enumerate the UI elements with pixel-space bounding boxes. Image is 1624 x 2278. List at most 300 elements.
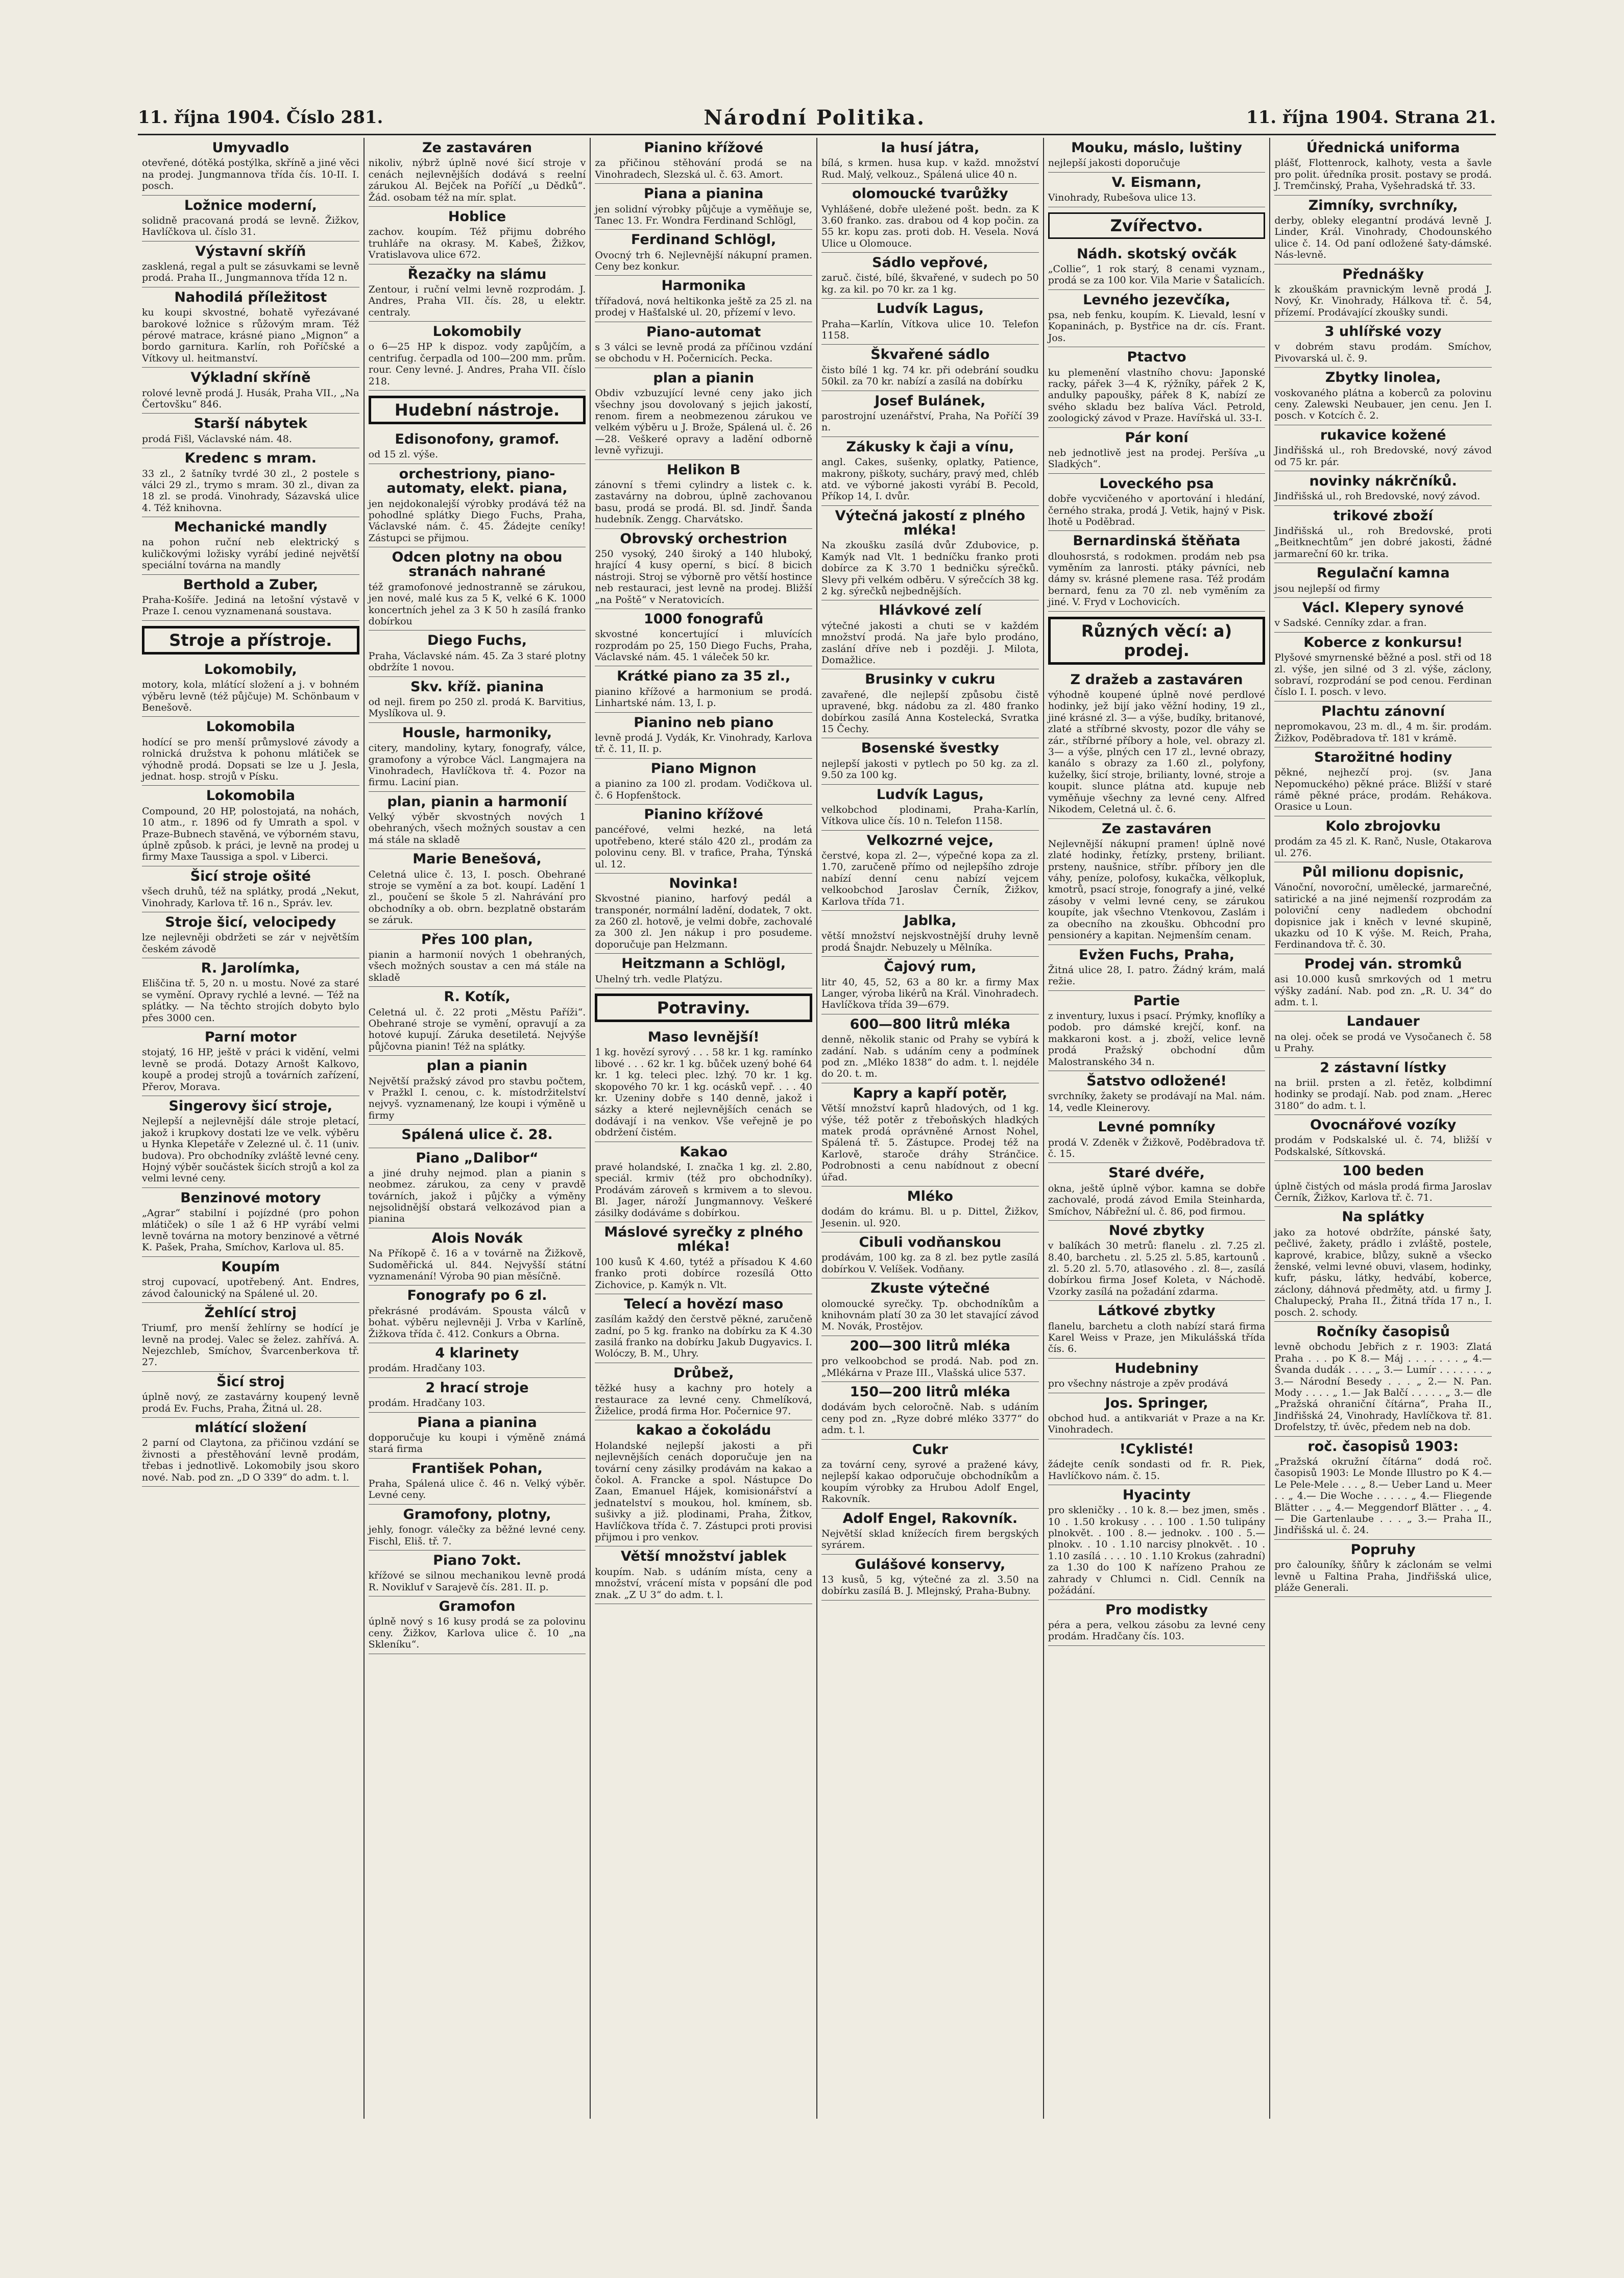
classified-ad: [1274, 1011, 1492, 1057]
classified-ad: [1048, 1393, 1266, 1439]
ad-title: Starší nábytek: [193, 416, 307, 432]
ad-title: Výtečná jakostí z plného mléka!: [835, 507, 1026, 539]
classified-ad: [1274, 563, 1492, 598]
ad-text: Celetná ulice č. 13, I. posch. Obehrané stroje se vymění a za bot. koupí. Ladění 1 zl., poučení se škole 5 zl. Nahrávání pro obchodníky a ob. obrn. bezplatně obstarám se záruk.: [368, 868, 586, 926]
classified-ad: [821, 600, 1039, 669]
ad-title: Adolf Engel, Rakovník.: [842, 1510, 1018, 1526]
ad-title: Bernardinská štěňata: [1073, 533, 1241, 549]
ad-title: Cukr: [912, 1441, 948, 1458]
ad-title: Benzinové motory: [180, 1190, 321, 1206]
ad-text: levně obchodu Jebřich z r. 1903: Zlatá Praha . . . po K 8.— Máj . . . . . . . „ 4.— Švanda dudák . . . . „ 3.— Lumír . . . . . . . „ 3.— Národní Besedy . . . „ 2.— N. Pan. Mody . . . . „ 1.— Jak Balčí . . . . . „ 3.— dle „Pražská ohraniční čítárna“, Praha II., Jindřišská 24, Vinohrady, Havlíčkova tř. 81. Drofelstzy, tř. úvěc, předem neb na dob.: [1274, 1341, 1492, 1433]
classified-ad: [821, 1336, 1039, 1382]
classified-ad: [142, 1372, 359, 1418]
ad-title: olomoucké tvarůžky: [852, 186, 1008, 202]
ad-text: 13 kusů, 5 kg, výtečné za zl. 3.50 na dobírku zasílá B. J. Mlejnský, Praha-Bubny.: [821, 1574, 1039, 1597]
classified-ad: [1048, 1439, 1266, 1485]
ad-title: Škvařené sádlo: [870, 347, 990, 363]
masthead-title: Národní Politika.: [704, 105, 926, 130]
ad-title: Zimníky, svrchníky,: [1308, 197, 1458, 213]
ad-text: otevřené, dótěká postýlka, skříně a jiné věci na prodej. Jungmannova třída čís. 10-II. I. posch.: [142, 157, 359, 192]
ad-title: Mouku, máslo, luštiny: [1071, 140, 1242, 156]
classified-ad: [142, 786, 359, 866]
ad-text: Vyhlášené, dobře uležené pošt. bedn. za K 3.60 franko. zas. drabou od 4 kop počin. za 55 kr. kopu zas. proti dob. H. Vesela. Nová Ulice u Olomouce.: [821, 203, 1039, 249]
ad-text: těžké husy a kachny pro hotely a restaurace za levné ceny. Chmelíková, Žiželice, prodá firma Hor. Počernice 97.: [595, 1383, 813, 1417]
ad-title: Gulášové konservy,: [855, 1556, 1006, 1572]
ad-title: Krátké piano za 35 zl.,: [617, 668, 791, 685]
ad-text: koupím. Nab. s udáním místa, ceny a množství, vrácení místa v popsání dle pod znak. „Z U 3“ do adm. t. l.: [595, 1566, 813, 1601]
ad-title: Ložnice moderní,: [184, 197, 317, 213]
ad-title: Lokomobily: [432, 324, 522, 340]
ad-text: k zkouškám pravnickým levně prodá J. Nový, Kr. Vinohrady, Hálkova tř. č. 54, přízemí. Prodávající zkoušky sundi.: [1274, 283, 1492, 318]
ad-title: Regulační kamna: [1316, 565, 1450, 581]
ad-title: Ludvík Lagus,: [876, 301, 984, 317]
classified-ad: [821, 669, 1039, 738]
ad-title: Výstavní skříň: [195, 243, 306, 259]
classified-ad: [1274, 264, 1492, 322]
ad-text: 2 parní od Claytona, za přičinou vzdání se živnosti a přestěhování levně prodám, třebas i jednotlivě. Lokomobily jsou skoro nové. Nab. pod zn. „D O 339“ do adm. t. l.: [142, 1437, 359, 1483]
ad-text: žádejte ceník sondasti od fr. R. Piek, Havlíčkovo nám. č. 15.: [1048, 1459, 1266, 1482]
ad-title: 1000 fonografů: [643, 611, 764, 627]
ad-text: úplně nový s 16 kusy prodá se za polovinu ceny. Žižkov, Karlova ulice č. 10 „na Skleníku“.: [368, 1616, 586, 1651]
ad-title: Pár koní: [1125, 429, 1189, 446]
classified-ad: [1274, 1207, 1492, 1322]
ad-text: nejlepší jakosti doporučuje: [1048, 157, 1180, 169]
ad-text: 100 kusů K 4.60, tytéž a přísadou K 4.60 franko proti dobírce rozesílá Otto Zichovice, p. Kamýk n. Vlt.: [595, 1256, 813, 1291]
classified-ad: [369, 547, 586, 631]
ad-title: Pro modistky: [1105, 1602, 1208, 1618]
ad-text: a pianino za 100 zl. prodam. Vodičkova ul. č. 6 Hopfenštock.: [595, 778, 813, 801]
ad-text: asi 10.000 kusů smrkových od 1 metru výšky zadání. Nab. pod zn. „R. U. 34“ do adm. t. l.: [1274, 974, 1492, 1008]
ad-text: hodící se pro menší průmyslové závody a rolnická družstva k pohonu mlátiček se výhodně prodá. Dopsati se lze u J. Jesla, jednat. hosp. strojů v Písku.: [142, 736, 359, 782]
classified-ad: [821, 138, 1039, 184]
ad-text: litr 40, 45, 52, 63 a 80 kr. a firmy Max Langer, výroba likérů na Král. Vinohradech. Havlíčkova třída 39—679.: [821, 976, 1039, 1011]
ad-text: pravé holandské, I. značka 1 kg. zl. 2.80, speciál. krmiv (též pro obchodníky). Prodávám zároveň s krmivem a to slevou. Bl. Jager, nároží Jungmannovy. Veškeré zásilky dodáváme s dobírkou.: [595, 1161, 813, 1219]
classified-ad: [821, 299, 1039, 345]
classified-ad: [369, 1413, 586, 1459]
ad-text: Praha, Václavské nám. 45. Za 3 staré plotny obdržíte 1 novou.: [368, 650, 586, 673]
classified-ad: [1048, 1301, 1266, 1359]
ad-title: Kolo zbrojovku: [1325, 818, 1441, 834]
ad-title: Umyvadlo: [212, 140, 289, 156]
ad-text: Compound, 20 HP, polostojatá, na nohách, 10 atm., r. 1896 od fy Umrath a spol. v Praze-Bubnech stavěná, ve výborném stavu, úplně způsob. k práci, je levně na prodej u firmy Maxe Taussiga a spol. v Liberci.: [142, 805, 359, 863]
ad-title: Kredenc s mram.: [184, 450, 317, 467]
ad-title: Řezačky na slámu: [407, 266, 547, 282]
ad-title: Odcen plotny na obou stranách nahrané: [392, 549, 563, 580]
classified-ad: [369, 1125, 586, 1148]
classified-ad: [369, 930, 586, 987]
ad-title: Fonografy po 6 zl.: [407, 1288, 547, 1304]
ad-title: Popruhy: [1350, 1541, 1416, 1558]
ad-title: Partie: [1133, 992, 1180, 1009]
ad-text: větší množství nejskvostnější druhy levně prodá Šnajdr. Nebuzely u Mělníka.: [821, 930, 1039, 953]
ad-text: bílá, s krmen. husa kup. v každ. množství Rud. Malý, velkouz., Spálená ulice 40 n.: [821, 157, 1039, 180]
ad-title: Pianino křížové: [644, 806, 763, 822]
ad-title: Cibuli vodňanskou: [859, 1234, 1002, 1251]
ad-text: za tovární ceny, syrové a pražené kávy, nejlepší kakao odporučuje obchodníkům a koupím výrobky za Hrubou Adolf Engel, Rakovník.: [821, 1459, 1039, 1505]
classified-ad: [595, 1027, 812, 1142]
ad-title: Půl milionu dopisnic,: [1302, 864, 1464, 881]
classified-ad: [821, 184, 1039, 253]
classified-ad: [821, 1083, 1039, 1186]
ad-text: rolové levně prodá J. Husák, Praha VII., „Na Čertovšku“ 846.: [142, 387, 359, 410]
ad-title: Edisonofony, gramof.: [395, 431, 560, 448]
classified-ad: [1274, 1115, 1492, 1161]
ad-title: Lokomobila: [206, 719, 295, 735]
ad-title: Nahodilá příležitost: [174, 289, 327, 305]
classified-ad: [821, 1440, 1039, 1509]
classified-ad: [1048, 1600, 1266, 1646]
ad-title: Z dražeb a zastaváren: [1070, 671, 1243, 688]
classified-ad: [595, 1222, 812, 1294]
classified-ad: [369, 1459, 586, 1505]
ad-text: Zentour, i ruční velmi levně rozprodám. J. Andres, Praha VII. čís. 28, u elektr. centraly.: [368, 283, 586, 318]
ad-title: Zkuste výtečné: [870, 1280, 990, 1297]
classified-ad: [595, 954, 812, 988]
column-6: [1269, 138, 1496, 2119]
classified-ad: [1274, 598, 1492, 633]
ad-text: 33 zl., 2 šatníky tvrdé 30 zl., 2 postele s válci 29 zl., trymo s mram. 30 zl., divan za 18 zl. se prodá. Vinohrady, Sázavská ulice 4. Též knihovna.: [142, 468, 359, 514]
ad-title: František Pohan,: [411, 1460, 543, 1476]
ad-title: Maso levnější!: [647, 1029, 760, 1046]
classified-ad: [821, 831, 1039, 911]
ad-text: v balíkách 30 metrů: flanelu . zl. 7.25 zl. 8.40, barchetu . zl. 5.25 zl. 5.85, kartounů . zl. 5.20 zl. 5.70, atlasového . zl. 8—, zasílá dobírkou firma Josef Koleta, v Náchodě. Vzorky zasílá na požadání zdarma.: [1048, 1240, 1266, 1297]
ad-title: novinky nákrčníků.: [1309, 473, 1457, 489]
classified-ad: [595, 184, 812, 230]
ad-title: Šatstvo odložené!: [1086, 1073, 1227, 1089]
ad-title: Mléko: [907, 1188, 953, 1204]
classified-ad: [1048, 1359, 1266, 1393]
ad-title: 3 uhlířské vozy: [1324, 324, 1442, 340]
ad-text: Velký výběr skvostných nových 1 obehraných, všech možných soustav a cen má stále na skladě: [368, 811, 586, 845]
ad-title: !Cyklisté!: [1119, 1441, 1194, 1457]
classified-ad: [595, 1546, 812, 1604]
ad-text: Skvostné pianino, harfový pedál a transponér, normální ladění, dodatek, 7 okt. za 260 zl. hotově, je velmi dobře, zachovalé za 300 zl. Jen nákup i pro posudeme. doporučuje pan Helzmann.: [595, 893, 813, 950]
ad-columns: [138, 138, 1496, 2119]
header-rule: [138, 134, 1496, 135]
classified-ad: [821, 1014, 1039, 1083]
ad-text: Praha—Karlín, Vítkova ulice 10. Telefon 1158.: [821, 318, 1039, 342]
ad-title: Velkozrné vejce,: [866, 832, 994, 849]
ad-title: Diego Fuchs,: [427, 633, 527, 649]
classified-ad: [821, 391, 1039, 437]
classified-ad: [369, 464, 586, 547]
classified-ad: [1274, 196, 1492, 264]
header-right: 11. října 1904. Strana 21.: [1246, 107, 1496, 128]
ad-title: Drůbež,: [673, 1365, 734, 1381]
ad-title: Spálená ulice č. 28.: [401, 1127, 553, 1143]
ad-title: Koupím: [221, 1258, 280, 1275]
ad-title: Nádh. skotský ovčák: [1076, 246, 1237, 262]
ad-text: parostrojní uzenářství, Praha, Na Poříčí 39 n.: [821, 410, 1039, 433]
ad-title: Kakao: [680, 1144, 728, 1160]
ad-text: jako za hotové obdržíte, pánské šaty, pečlivé, žakety, prádlo i zvláště, postele, kaprové, krabice, blůzy, sukně a všecko ženské, velmi levné obuvi, vlasem, hodinky, kufr, pásku, látky, hedvábí, koberce, záclony, dáhnová předměty, atd. u firmy J. Chalupecký, Praha II., Žitná třída 17 n., I. posch. 2. schody.: [1274, 1226, 1492, 1318]
column-2: [363, 138, 590, 2119]
section-heading: Různých věcí: a) prodej.: [1048, 617, 1266, 665]
classified-ad: [369, 723, 586, 792]
ad-text: lze nejlevněji obdržeti se zár v největším českém závodě: [142, 932, 359, 955]
ad-title: Hoblice: [448, 208, 506, 225]
ad-text: úplně nový, ze zastavárny koupený levně prodá Ev. Fuchs, Praha, Žitná ul. 28.: [142, 1391, 359, 1414]
ad-title: Gramofon: [439, 1598, 516, 1615]
ad-text: psa, neb fenku, koupím. K. Lievald, lesní v Kopaninách, p. Bystřice na dr. cís. Frant. Jos.: [1048, 309, 1266, 344]
classified-ad: [1048, 531, 1266, 611]
classified-ad: [1274, 506, 1492, 564]
ad-text: plášť, Flottenrock, kalhoty, vesta a šavle pro polit. úředníka prosit. postavy se prodá. J. Tremčinský, Praha, Vyšehradská tř. 33.: [1274, 157, 1492, 192]
ad-text: na olej. oček se prodá ve Vysočanech č. 58 u Prahy.: [1274, 1031, 1492, 1054]
ad-title: R. Jarolímka,: [201, 960, 300, 977]
ad-title: Na splátky: [1342, 1209, 1424, 1225]
ad-text: velkobchod plodinami, Praha-Karlín, Vítkova ulice čís. 10 n. Telefon 1158.: [821, 804, 1039, 827]
ad-title: Josef Bulánek,: [875, 393, 986, 409]
classified-ad: [142, 866, 359, 912]
classified-ad: [369, 264, 586, 322]
ad-title: Ze zastaváren: [422, 140, 532, 156]
ad-text: dobře vycvičeného v aportování i hledání, černého straka, prodá J. Vetik, hajný v Pisk. lhotě u Poděbrad.: [1048, 493, 1266, 527]
ad-title: Heitzmann a Schlögl,: [621, 956, 786, 972]
classified-ad: [821, 437, 1039, 506]
ad-title: plan, pianin a harmonií: [387, 793, 567, 810]
ad-text: olomoucké syrečky. Tp. obchodníkům a knihovnám platí 30 za 30 let stavající závod M. Novák, Prostějov.: [821, 1298, 1039, 1332]
ad-text: Plyšové smyrnenské běžné a posl. stři od 18 zl. výše, jen silné od 3 zl. výše, záclony, sobraví, rozprodání se pod cenou. Ferdinan číslo I. I. posch. v levo.: [1274, 652, 1492, 698]
classified-ad: [821, 1509, 1039, 1555]
ad-text: Větší množství kaprů hladových, od 1 kg. výše, též potěr z třeboňských hladkých matek prodá oprávněné Arnost Nohel, Spálená tř. 5. Zástupce. Prodej též na Karlově, staroče dráhy Stránčice. Podrobnosti a cenu nabídnout z obecní úřad.: [821, 1103, 1039, 1183]
ad-text: v dobrém stavu prodám. Smíchov, Pivovarská ul. č. 9.: [1274, 341, 1492, 364]
ad-text: Praha, Spálená ulice č. 46 n. Velký výběr. Levné ceny.: [368, 1478, 586, 1501]
ad-text: voskovaného plátna a koberců za polovinu ceny. Zalewski Neubauer, jen cenu. Jen I. posch. v Kotcích č. 2.: [1274, 387, 1492, 422]
ad-title: Lokomobily,: [204, 661, 297, 677]
ad-title: Stroje šicí, velocipedy: [165, 914, 336, 930]
ad-title: Václ. Klepery synové: [1302, 600, 1464, 616]
ad-title: Evžen Fuchs, Praha,: [1079, 947, 1235, 963]
ad-title: Ludvík Lagus,: [876, 786, 984, 803]
ad-title: Přednášky: [1342, 266, 1424, 282]
ad-title: kakao a čokoládu: [636, 1422, 771, 1439]
ad-text: citery, mandoliny, kytary, fonografy, válce, gramofony a výrobce Václ. Langmajera na Vinohradech, Havlíčkova tř. 4. Pozor na firmu. Laciní pian.: [368, 742, 586, 788]
classified-ad: [1048, 347, 1266, 427]
ad-title: mlátící složení: [195, 1420, 307, 1436]
classified-ad: [1048, 428, 1266, 474]
ad-text: Nejlevnější nákupní pramen! úplně nové zlaté hodinky, řetízky, prsteny, briliant. prsteny, naušnice, stříbr. příbory jen dle váhy, peníze, polofosy, kukačka, vělkopluk, kmotrů, psací stroje, fonografy a jiné, velké zásoby v velmi levné ceny, se zárukou koupíte, jak všechno Vtenkovou, Zaslám i za obecního na zkoušku. Obhcodní pro pensionéry a kapitan. Nejmenším cenam.: [1048, 838, 1266, 941]
ad-title: Parní motor: [204, 1029, 297, 1046]
classified-ad: [821, 911, 1039, 957]
ad-text: prodám. Hradčany 103.: [368, 1363, 486, 1374]
classified-ad: [595, 230, 812, 276]
ad-text: stojatý, 16 HP, ještě v práci k vidění, velmi levně se prodá. Dotazy Arnošt Kalkovo, koupě a prodej strojů a továrních zařízení, Přerov, Morava.: [142, 1047, 359, 1093]
classified-ad: [369, 631, 586, 676]
section-heading: Hudební nástroje.: [369, 396, 586, 424]
classified-ad: [595, 609, 812, 667]
classified-ad: [142, 1418, 359, 1487]
ad-text: dodám do krámu. Bl. u p. Dittel, Žižkov, Jesenin. ul. 920.: [821, 1206, 1039, 1229]
classified-ad: [1274, 1161, 1492, 1207]
ad-text: okna, ještě úplně výbor. kamna se dobře zachovalé, prodá závod Emila Steinharda, Smíchov, Nábřežní ul. č. 86, pod firmou.: [1048, 1182, 1266, 1217]
classified-ad: [1048, 290, 1266, 348]
ad-title: Ia husí játra,: [881, 140, 980, 156]
ad-text: solidně pracovaná prodá se levně. Žižkov, Havlíčkova ul. číslo 31.: [142, 214, 359, 238]
ad-title: Prodej ván. stromků: [1304, 956, 1462, 972]
ad-title: Hyacinty: [1122, 1487, 1191, 1503]
classified-ad: [595, 1294, 812, 1363]
classified-ad: [595, 1420, 812, 1546]
ad-text: Jindřišská ul., roh Bredovské, nový závod od 75 kr. pár.: [1274, 445, 1492, 468]
classified-ad: [1274, 471, 1492, 506]
classified-ad: [821, 1186, 1039, 1232]
ad-text: výtečné jakosti a chuti se v každém množství prodá. Na jaře bylo prodáno, zaslání dříve neb i později. J. Milota, Domažlice.: [821, 620, 1039, 666]
ad-title: Ferdinand Schlögl,: [631, 232, 777, 248]
ad-text: od 15 zl. výše.: [368, 449, 439, 461]
classified-ad: [142, 196, 359, 241]
classified-ad: [142, 448, 359, 517]
ad-title: 150—200 litrů mléka: [850, 1384, 1011, 1400]
ad-title: rukavice kožené: [1320, 427, 1446, 443]
ad-text: pro velkoobchod se prodá. Nab. pod zn. „Mlékárna v Praze III., Vlašská ulice 537.: [821, 1355, 1039, 1378]
ad-title: Výkladní skříně: [190, 370, 311, 386]
classified-ad: [142, 1257, 359, 1303]
ad-text: úplně čistých od másla prodá firma Jaroslav Černík, Žižkov, Karlova tř. č. 71.: [1274, 1180, 1492, 1203]
ad-text: nikoliv, nýbrž úplně nové šicí stroje v cenách nejlevnějších dodává s reelní zárukou Al. Bejček na Poříčí „u Dědků“. Žád. osobam též na mír. splat.: [368, 157, 586, 203]
classified-ad: [821, 253, 1039, 299]
classified-ad: [142, 912, 359, 958]
ad-text: v Sadské. Cenníky zdar. a fran.: [1274, 617, 1427, 629]
ad-text: jehly, fonogr. válečky za běžné levné ceny. Fischl, Eliš. tř. 7.: [368, 1524, 586, 1547]
classified-ad: [1274, 1540, 1492, 1597]
classified-ad: [1274, 1058, 1492, 1116]
ad-text: jen solidní výrobky půjčuje a vyměňuje se, Tanec 13. Fr. Wondra Ferdinand Schlögl,: [595, 203, 813, 226]
ad-text: Jindřišská ul., roh Bredovské, nový závod.: [1274, 491, 1481, 502]
classified-ad: [142, 575, 359, 621]
classified-ad: [369, 1148, 586, 1228]
classified-ad: [1274, 1437, 1492, 1540]
classified-ad: [1048, 1485, 1266, 1600]
classified-ad: [1274, 138, 1492, 196]
section-heading: Zvířectvo.: [1048, 212, 1266, 239]
classified-ad: [595, 874, 812, 954]
ad-text: s 3 válci se levně prodá za příčinou vzdání se obchodu v H. Počernicích. Pecka.: [595, 341, 813, 365]
classified-ad: [142, 1303, 359, 1372]
classified-ad: [369, 138, 586, 207]
ad-title: Berthold a Zuber,: [183, 576, 319, 593]
classified-ad: [595, 759, 812, 805]
ad-text: Obdiv vzbuzující levné ceny jako jich všechny jsou dovolovaný s jejich jakostí, renom. firem a neobmezenou zárukou ve velkém výběru u J. Brože, Spálená ul. č. 26—28. Veškeré opravy a ladění odborně levně vyřizuji.: [595, 387, 813, 456]
ad-text: Na zkoušku zasílá dvůr Zdubovice, p. Kamýk nad Vlt. 1 bedníčku franko proti dobírce za K 3.70 1 bedničku sýrečků. Slevy při velkém odběru. V sýrečcích 38 kg. 2 kg. sýrečků nejbednějších.: [821, 540, 1039, 597]
ad-text: z inventury, luxus i psací. Prýmky, knoflíky a podob. pro dámské krejčí, konf. na makkaroni kost. a j. zboží, velice levně prodá Pražský obchodní dům Malostranského 34 n.: [1048, 1010, 1266, 1068]
ad-text: 1 kg. hovězí syrový . . . 58 kr. 1 kg. ramínko libové . . . 62 kr. 1 kg. bůček uzený bohé 64 kr. 1 kg. teleci plec. lzhý. 70 kr. 1 kg. skopového 70 kr. 1 kg. ocásků vepř. . . . 40 kr. Uzeniny dobře s 140 denně, jakož i sázky a které nejlevnějších cenách se dodávají i na venkov. Vše veřejně je po obdržení čistém.: [595, 1047, 813, 1138]
classified-ad: [595, 460, 812, 529]
classified-ad: [1048, 991, 1266, 1071]
classified-ad: [595, 276, 812, 322]
ad-title: 4 klarinety: [435, 1345, 519, 1361]
ad-text: ku plemenění vlastního chovu: Japonské racky, pářek 3—4 K, rýžníky, pářek 2 K, andulky papoušky, pářek 8 K, nabízí ze svého skladu bez balíva Václ. Petrold, zoologický závod v Praze. Havířská ul. 33-I.: [1048, 367, 1266, 424]
classified-ad: [369, 677, 586, 723]
classified-ad: [142, 138, 359, 196]
ad-text: Žitná ulice 28, I. patro. Žádný krám, malá režie.: [1048, 964, 1266, 987]
ad-text: překrásné prodávám. Spousta válců v bohat. výběru nejlevněji J. Vrba v Karlíně, Žižkova třída č. 412. Conkurs a Obrna.: [368, 1305, 586, 1340]
ad-text: péra a pera, velkou zásobu za levné ceny prodám. Hradčany čís. 103.: [1048, 1619, 1266, 1642]
classified-ad: [595, 805, 812, 874]
classified-ad: [1048, 819, 1266, 945]
classified-ad: [369, 849, 586, 929]
ad-title: orchestriony, piano-automaty, elekt. piana,: [386, 466, 568, 497]
classified-ad: [595, 529, 812, 609]
ad-title: 100 beden: [1342, 1163, 1424, 1179]
classified-ad: [1274, 747, 1492, 816]
ad-text: jsou nejlepší od firmy: [1274, 583, 1380, 594]
ad-title: Levného jezevčíka,: [1083, 292, 1230, 308]
ad-title: Plachtu zánovní: [1321, 703, 1445, 719]
classified-ad: [595, 1142, 812, 1222]
classified-ad: [369, 1228, 586, 1286]
column-3: [590, 138, 816, 2119]
classified-ad: [142, 287, 359, 368]
classified-ad: [1048, 474, 1266, 531]
ad-text: Praha-Košíře. Jediná na letošní výstavě v Praze I. cenou vyznamenaná soustava.: [142, 594, 359, 617]
ad-text: prodám. Hradčany 103.: [368, 1397, 486, 1409]
classified-ad: [1048, 173, 1266, 207]
ad-text: Holandské nejlepší jakosti a při nejlevnějších cenách doporučuje jen na tovární ceny zásilky prodávám na kakao a čokol. A. Francke a spol. Nástupce Do Zaan, Emanuel Hájek, komisionářství a jednatelství s moukou, hol. kmínem, sb. sušivky a již. plodinami, Praha, Žitkov, Havlíčkova třída č. 7. Zástupci proti provisi přijmou i pro venkov.: [595, 1440, 813, 1543]
ad-text: pěkné, nejhezčí proj. (sv. Jana Nepomuckého) pěkné práce. Bližší v staré rámě pěkné práce, prodám. Rehákova. Orasice u Loun.: [1274, 767, 1492, 813]
ad-title: Levné pomníky: [1098, 1119, 1216, 1135]
ad-text: čerstvé, kopa zl. 2—, výpečné kopa za zl. 1.70, zaručeně přímo od nejlepšího zdroje nabízí denní cenu nabízí vejcem velkoobchod Jaroslav Černík, Žižkov, Karlova třída 71.: [821, 850, 1039, 907]
ad-text: stroj cupovací, upotřebený. Ant. Endres, závod čalounický na Spálené ul. 20.: [142, 1276, 359, 1299]
ad-text: o 6—25 HP k dispoz. vody zapůjčím, a centrifug. čerpadla od 100—200 mm. prům. rour. Ceny levné. J. Andres, Praha VII. číslo 218.: [368, 341, 586, 387]
ad-text: Eliščina tř. 5, 20 n. u mostu. Nové za staré se vymění. Opravy rychlé a levné. — Též na splátky. — Na těchto strojích dobyto bylo přes 3000 cen.: [142, 978, 359, 1024]
ad-title: Jablka,: [904, 913, 957, 929]
classified-ad: [142, 1027, 359, 1096]
classified-ad: [1048, 1163, 1266, 1221]
ad-text: dopporučuje ku koupi i výměně známá stará firma: [368, 1432, 586, 1455]
ad-title: Čajový rum,: [884, 959, 977, 975]
classified-ad: [595, 713, 812, 759]
classified-ad: [369, 1056, 586, 1125]
ad-title: Kapry a kapří potěr,: [853, 1085, 1008, 1101]
ad-text: na pohon ruční neb elektrický s kuličkovými ložisky vyrábí jediné největší speciální továrna na mandly: [142, 537, 359, 571]
ad-title: Ovocnářové vozíky: [1310, 1117, 1457, 1133]
ad-title: Staré dvéře,: [1108, 1165, 1205, 1181]
classified-ad: [595, 666, 812, 712]
ad-text: flanelu, barchetu a cloth nabízí stará firma Karel Weiss v Praze, jen Mikulášská třída čís. 6.: [1048, 1320, 1266, 1355]
ad-title: 2 hrací stroje: [425, 1379, 529, 1396]
ad-text: „Pražská okružní čítárna“ dodá roč. časopisů 1903: Le Monde Illustro po K 4.— Le Pele-Mele . . . „ 8.— Ueber Land u. Meer . . „ 4.— Die Woche . . . . . „ 4.— Fliegende Blätter . . „ 4.— Meggendorf Blätter . . „ 4.— Die Gartenlaube . . . „ 3.— Praha II., Jindřišská ul. č. 24.: [1274, 1456, 1492, 1536]
column-5: [1043, 138, 1270, 2119]
classified-ad: [821, 1278, 1039, 1336]
ad-text: prodám v Podskalské ul. č. 74, bližší v Podskalské, Sítkovská.: [1274, 1134, 1492, 1157]
ad-text: za přičinou stěhování prodá se na Vinohradech, Slezská ul. č. 63. Amort.: [595, 157, 813, 180]
ad-title: Ročníky časopisů: [1316, 1324, 1450, 1340]
ad-text: Vánoční, novoroční, umělecké, jarmarečné, satirické a na jiné nejmenší rozprodám za poloviční ceny nadledem obchodní dopisnice jak i kněch v levné skupině, ukazku od 10 K výše. M. Reich, Praha, Ferdinandova tř. č. 30.: [1274, 882, 1492, 951]
ad-text: prodá Fišl, Václavské nám. 48.: [142, 433, 292, 445]
ad-title: Landauer: [1346, 1013, 1420, 1030]
ad-text: Ovocný trh 6. Nejlevnější nákupní pramen. Ceny bez konkur.: [595, 249, 813, 273]
classified-ad: [1274, 368, 1492, 425]
ad-title: Ptactvo: [1127, 349, 1186, 366]
ad-text: 250 vysoký, 240 široký a 140 hluboký, hrající 4 kusy operní, s bicí. 8 bicich nástroji. Stroj se výborně pro větší hostince neb restauraci, jest levně na prodej. Bližší „na Poště“ v Neratovicích.: [595, 548, 813, 605]
classified-ad: [369, 1596, 586, 1654]
ad-text: všech druhů, též na splátky, prodá „Nekut, Vinohrady, Karlova tř. 16 n., Správ. lev.: [142, 886, 359, 909]
classified-ad: [142, 1096, 359, 1188]
ad-text: pianino křížové a harmonium se prodá. Linhartské nám. 13, I. p.: [595, 686, 813, 709]
ad-text: neb jednotlivě jest na prodej. Peršíva „u Sladkých“.: [1048, 447, 1266, 470]
classified-ad: [595, 138, 812, 184]
ad-title: Marie Benešová,: [413, 851, 542, 867]
ad-title: Piano „Dalibor“: [416, 1150, 539, 1166]
classified-ad: [369, 1505, 586, 1550]
ad-text: Největší pražský závod pro stavbu počtem, v Pražkl I. cenou, c. k. místodržitelství nejvyš. vyznamenaný, lze koupi i výměně u firmy: [368, 1075, 586, 1121]
ad-title: 200—300 litrů mléka: [850, 1338, 1011, 1354]
ad-title: Piano Mignon: [650, 760, 757, 777]
ad-text: „Collie“, 1 rok starý, 8 cenami vyznam., prodá se za 100 kor. Vila Marie v Šatalicích.: [1048, 263, 1266, 286]
ad-title: Housle, harmoniky,: [402, 724, 552, 741]
ad-title: Harmonika: [661, 278, 746, 294]
